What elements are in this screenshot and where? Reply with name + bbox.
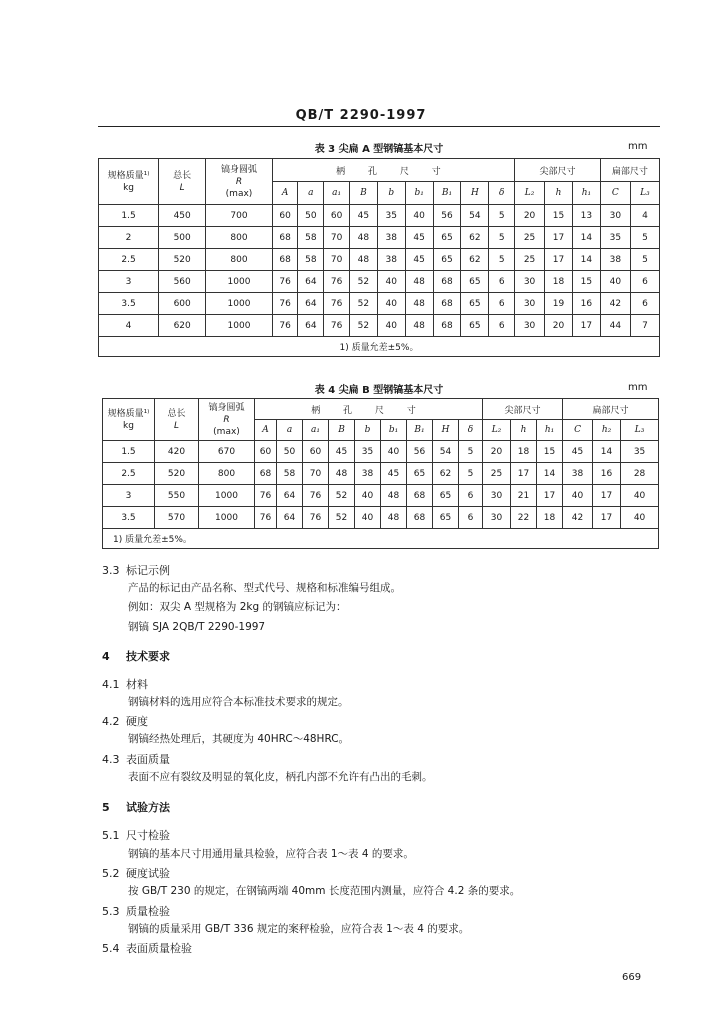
table-cell: 45 xyxy=(349,205,377,227)
table-cell: 17 xyxy=(593,507,621,529)
table-cell: 5 xyxy=(630,227,659,249)
table-cell: 18 xyxy=(511,441,537,463)
table-cell: 1000 xyxy=(206,315,272,337)
table-cell: 45 xyxy=(329,441,355,463)
table-cell: 670 xyxy=(199,441,255,463)
table-cell: 1.5 xyxy=(99,205,159,227)
table-cell: 6 xyxy=(489,271,515,293)
table3-caption: 表 3 尖扁 A 型钢镐基本尺寸 xyxy=(314,144,444,155)
table-cell: 76 xyxy=(303,507,329,529)
table-cell: 700 xyxy=(206,205,272,227)
table-cell: 45 xyxy=(405,227,433,249)
table-cell: 2.5 xyxy=(103,463,155,485)
table-cell: 5 xyxy=(459,463,483,485)
table-cell: 64 xyxy=(298,315,324,337)
table-cell: 7 xyxy=(630,315,659,337)
table-cell: 800 xyxy=(206,227,272,249)
table-cell: 42 xyxy=(600,293,630,315)
table4-row xyxy=(103,485,659,507)
table4-row xyxy=(103,507,659,529)
section-5-1-heading: 5.1 尺寸检验 xyxy=(102,829,170,842)
table-cell: 48 xyxy=(381,485,407,507)
table3-sub-L2: L₂ xyxy=(515,182,545,205)
table-cell: 30 xyxy=(483,507,511,529)
table4-arc-header: 镐身圆弧 R (max) xyxy=(199,399,255,441)
table-cell: 76 xyxy=(255,507,277,529)
table-cell: 5 xyxy=(489,249,515,271)
table-cell: 19 xyxy=(545,293,573,315)
table-cell: 30 xyxy=(600,205,630,227)
table-cell: 65 xyxy=(461,293,489,315)
table-cell: 65 xyxy=(407,463,433,485)
table-cell: 56 xyxy=(407,441,433,463)
table-cell: 45 xyxy=(381,463,407,485)
table-cell: 76 xyxy=(272,293,298,315)
table3-row xyxy=(99,205,660,227)
table-cell: 14 xyxy=(572,249,600,271)
table-cell: 68 xyxy=(433,293,461,315)
table-cell: 62 xyxy=(433,463,459,485)
table4-footnote-row xyxy=(103,529,659,549)
table-cell: 14 xyxy=(537,463,563,485)
table-cell: 68 xyxy=(433,271,461,293)
table4-sub-b1: b₁ xyxy=(381,420,407,441)
table3-sub-H: H xyxy=(461,182,489,205)
section-3-3-para-1: 产品的标记由产品名称、型式代号、规格和标准编号组成。 xyxy=(128,582,401,594)
table3-mass-header: 规格质量¹⁾ kg xyxy=(99,159,159,205)
table-cell: 40 xyxy=(621,485,659,507)
table-cell: 3.5 xyxy=(99,293,159,315)
table-cell: 50 xyxy=(298,205,324,227)
table-cell: 65 xyxy=(433,485,459,507)
table4 xyxy=(102,398,659,549)
table-cell: 76 xyxy=(324,315,350,337)
table-cell: 35 xyxy=(600,227,630,249)
table4-sub-B: B xyxy=(329,420,355,441)
section-3-3-para-2: 例如：双尖 A 型规格为 2kg 的钢镐应标记为： xyxy=(128,601,347,613)
table-cell: 4 xyxy=(99,315,159,337)
table-cell: 17 xyxy=(593,485,621,507)
table-cell: 5 xyxy=(489,227,515,249)
section-5-1-para: 钢镐的基本尺寸用通用量具检验，应符合表 1～表 4 的要求。 xyxy=(128,848,414,860)
table-cell: 2 xyxy=(99,227,159,249)
table3-sub-C: C xyxy=(600,182,630,205)
table3-sub-A: A xyxy=(272,182,298,205)
table-cell: 20 xyxy=(515,205,545,227)
table4-flat-header: 扁部尺寸 xyxy=(563,399,659,420)
table3-sub-L3: L₃ xyxy=(630,182,659,205)
table-cell: 58 xyxy=(298,249,324,271)
table-cell: 18 xyxy=(537,507,563,529)
table-cell: 25 xyxy=(483,463,511,485)
table-cell: 76 xyxy=(303,485,329,507)
table3-row xyxy=(99,271,660,293)
table3-sub-b1: b₁ xyxy=(405,182,433,205)
table-cell: 52 xyxy=(329,485,355,507)
section-3-3-para-3: 钢镐 SJA 2QB/T 2290-1997 xyxy=(128,621,266,633)
table-cell: 58 xyxy=(298,227,324,249)
table3-sub-h1: h₁ xyxy=(572,182,600,205)
table-cell: 5 xyxy=(489,205,515,227)
table-cell: 64 xyxy=(277,485,303,507)
table-cell: 6 xyxy=(459,485,483,507)
table-cell: 76 xyxy=(324,271,350,293)
table-cell: 68 xyxy=(272,249,298,271)
table4-caption: 表 4 尖扁 B 型钢镐基本尺寸 xyxy=(314,385,444,396)
table-cell: 54 xyxy=(461,205,489,227)
table-cell: 20 xyxy=(483,441,511,463)
section-5-3-para: 钢镐的质量采用 GB/T 336 规定的案秤检验，应符合表 1～表 4 的要求。 xyxy=(128,923,470,935)
table4-hole-header: 柄 孔 尺 寸 xyxy=(255,399,483,420)
table4-sub-h1: h₁ xyxy=(537,420,563,441)
table-cell: 1000 xyxy=(206,293,272,315)
table-cell: 48 xyxy=(349,249,377,271)
section-5-4-heading: 5.4 表面质量检验 xyxy=(102,942,192,955)
table-cell: 35 xyxy=(355,441,381,463)
table3-tip-header: 尖部尺寸 xyxy=(515,159,601,182)
table3 xyxy=(98,158,660,357)
table-cell: 4 xyxy=(630,205,659,227)
table-cell: 45 xyxy=(563,441,593,463)
table-cell: 76 xyxy=(272,271,298,293)
table3-hole-header: 柄 孔 尺 寸 xyxy=(272,159,514,182)
table-cell: 3 xyxy=(103,485,155,507)
table-cell: 30 xyxy=(515,271,545,293)
table-cell: 62 xyxy=(461,249,489,271)
table-cell: 5 xyxy=(630,249,659,271)
table-cell: 30 xyxy=(483,485,511,507)
section-5-heading: 5 试验方法 xyxy=(102,801,170,814)
table-cell: 15 xyxy=(545,205,573,227)
table-cell: 50 xyxy=(277,441,303,463)
table-cell: 64 xyxy=(298,271,324,293)
table4-footnote: 1) 质量允差±5%。 xyxy=(103,529,659,549)
section-4-3-para: 表面不应有裂纹及明显的氧化皮，柄孔内部不允许有凸出的毛刺。 xyxy=(128,771,433,783)
table-cell: 17 xyxy=(572,315,600,337)
table-cell: 54 xyxy=(433,441,459,463)
table-cell: 70 xyxy=(303,463,329,485)
table-cell: 56 xyxy=(433,205,461,227)
table3-sub-b: b xyxy=(377,182,405,205)
table-cell: 1.5 xyxy=(103,441,155,463)
table-cell: 6 xyxy=(459,507,483,529)
table-cell: 40 xyxy=(600,271,630,293)
table-cell: 620 xyxy=(159,315,206,337)
table-cell: 2.5 xyxy=(99,249,159,271)
table-cell: 68 xyxy=(272,227,298,249)
table-cell: 65 xyxy=(461,315,489,337)
table3-unit: mm xyxy=(628,141,648,152)
table-cell: 500 xyxy=(159,227,206,249)
table-cell: 40 xyxy=(355,485,381,507)
table-cell: 70 xyxy=(324,249,350,271)
table4-sub-H: H xyxy=(433,420,459,441)
table-cell: 22 xyxy=(511,507,537,529)
table-cell: 48 xyxy=(329,463,355,485)
table-cell: 65 xyxy=(433,227,461,249)
table-cell: 28 xyxy=(621,463,659,485)
table-cell: 68 xyxy=(255,463,277,485)
header-rule xyxy=(98,126,660,127)
table-cell: 6 xyxy=(630,271,659,293)
table3-sub-B1: B₁ xyxy=(433,182,461,205)
section-4-3-heading: 4.3 表面质量 xyxy=(102,753,170,766)
table-cell: 6 xyxy=(489,293,515,315)
table-cell: 1000 xyxy=(199,485,255,507)
table-cell: 550 xyxy=(155,485,199,507)
table4-mass-header: 规格质量¹⁾ kg xyxy=(103,399,155,441)
table-cell: 65 xyxy=(433,249,461,271)
table-cell: 60 xyxy=(255,441,277,463)
table-cell: 76 xyxy=(324,293,350,315)
table-cell: 20 xyxy=(545,315,573,337)
table4-sub-h: h xyxy=(511,420,537,441)
table-cell: 48 xyxy=(381,507,407,529)
section-4-2-heading: 4.2 硬度 xyxy=(102,715,148,728)
table-cell: 68 xyxy=(433,315,461,337)
table-cell: 3.5 xyxy=(103,507,155,529)
table4-sub-a1: a₁ xyxy=(303,420,329,441)
table-cell: 5 xyxy=(459,441,483,463)
table-cell: 48 xyxy=(349,227,377,249)
table-cell: 68 xyxy=(407,485,433,507)
table-cell: 14 xyxy=(572,227,600,249)
table4-header-row xyxy=(103,399,659,420)
table3-row xyxy=(99,315,660,337)
table4-sub-B1: B₁ xyxy=(407,420,433,441)
table3-sub-B: B xyxy=(349,182,377,205)
table-cell: 800 xyxy=(206,249,272,271)
section-4-2-para: 钢镐经热处理后，其硬度为 40HRC～48HRC。 xyxy=(128,733,350,745)
table-cell: 70 xyxy=(324,227,350,249)
table-cell: 30 xyxy=(515,293,545,315)
table-cell: 35 xyxy=(377,205,405,227)
table4-sub-a: a xyxy=(277,420,303,441)
table3-sub-delta: δ xyxy=(489,182,515,205)
running-header: QB/T 2290-1997 xyxy=(295,108,427,123)
table-cell: 40 xyxy=(377,315,405,337)
table-cell: 35 xyxy=(621,441,659,463)
table-cell: 1000 xyxy=(206,271,272,293)
table-cell: 76 xyxy=(255,485,277,507)
section-5-3-heading: 5.3 质量检验 xyxy=(102,905,170,918)
table-cell: 25 xyxy=(515,249,545,271)
table3-length-header: 总长 L xyxy=(159,159,206,205)
table4-sub-L3: L₃ xyxy=(621,420,659,441)
table3-footnote-row xyxy=(99,337,660,357)
table-cell: 45 xyxy=(405,249,433,271)
table-cell: 38 xyxy=(355,463,381,485)
table-cell: 38 xyxy=(600,249,630,271)
table4-sub-L2: L₂ xyxy=(483,420,511,441)
table3-sub-a: a xyxy=(298,182,324,205)
table4-sub-delta: δ xyxy=(459,420,483,441)
table-cell: 14 xyxy=(593,441,621,463)
section-4-heading: 4 技术要求 xyxy=(102,650,170,663)
table-cell: 62 xyxy=(461,227,489,249)
table3-row xyxy=(99,293,660,315)
table-cell: 17 xyxy=(511,463,537,485)
table-cell: 40 xyxy=(405,205,433,227)
table-cell: 52 xyxy=(349,271,377,293)
table-cell: 450 xyxy=(159,205,206,227)
table-cell: 52 xyxy=(349,315,377,337)
section-5-2-heading: 5.2 硬度试验 xyxy=(102,867,170,880)
table4-length-header: 总长 L xyxy=(155,399,199,441)
table-cell: 64 xyxy=(277,507,303,529)
table4-sub-h2: h₂ xyxy=(593,420,621,441)
table-cell: 17 xyxy=(537,485,563,507)
table4-unit: mm xyxy=(628,382,648,393)
table-cell: 560 xyxy=(159,271,206,293)
table-cell: 570 xyxy=(155,507,199,529)
table-cell: 42 xyxy=(563,507,593,529)
table-cell: 30 xyxy=(515,315,545,337)
table-cell: 58 xyxy=(277,463,303,485)
table3-footnote: 1) 质量允差±5%。 xyxy=(99,337,660,357)
table-cell: 800 xyxy=(199,463,255,485)
table4-sub-b: b xyxy=(355,420,381,441)
table-cell: 16 xyxy=(593,463,621,485)
section-3-3-heading: 3.3 标记示例 xyxy=(102,564,170,577)
table-cell: 52 xyxy=(349,293,377,315)
table3-row xyxy=(99,249,660,271)
table-cell: 6 xyxy=(489,315,515,337)
table-cell: 38 xyxy=(377,227,405,249)
table-cell: 16 xyxy=(572,293,600,315)
table-cell: 48 xyxy=(405,315,433,337)
table-cell: 40 xyxy=(377,293,405,315)
table-cell: 40 xyxy=(355,507,381,529)
table-cell: 1000 xyxy=(199,507,255,529)
table4-sub-C: C xyxy=(563,420,593,441)
table4-row xyxy=(103,463,659,485)
table-cell: 65 xyxy=(433,507,459,529)
table-cell: 15 xyxy=(572,271,600,293)
section-4-1-para: 钢镐材料的选用应符合本标准技术要求的规定。 xyxy=(128,696,349,708)
table-cell: 520 xyxy=(159,249,206,271)
table3-sub-h: h xyxy=(545,182,573,205)
table-cell: 38 xyxy=(563,463,593,485)
table-cell: 48 xyxy=(405,293,433,315)
table-cell: 17 xyxy=(545,227,573,249)
table-cell: 420 xyxy=(155,441,199,463)
table-cell: 40 xyxy=(377,271,405,293)
table-cell: 600 xyxy=(159,293,206,315)
section-4-1-heading: 4.1 材料 xyxy=(102,678,148,691)
table-cell: 18 xyxy=(545,271,573,293)
table-cell: 21 xyxy=(511,485,537,507)
table-cell: 15 xyxy=(537,441,563,463)
table4-sub-A: A xyxy=(255,420,277,441)
table-cell: 68 xyxy=(407,507,433,529)
table-cell: 44 xyxy=(600,315,630,337)
section-5-2-para: 按 GB/T 230 的规定，在钢镐两端 40mm 长度范围内测量，应符合 4.2 条的要求。 xyxy=(128,885,521,897)
table-cell: 64 xyxy=(298,293,324,315)
table-cell: 3 xyxy=(99,271,159,293)
page-number: 669 xyxy=(622,972,642,983)
table-cell: 40 xyxy=(563,485,593,507)
table-cell: 60 xyxy=(272,205,298,227)
table-cell: 40 xyxy=(381,441,407,463)
table3-flat-header: 扁部尺寸 xyxy=(600,159,659,182)
table-cell: 6 xyxy=(630,293,659,315)
table3-sub-a1: a₁ xyxy=(324,182,350,205)
table-cell: 17 xyxy=(545,249,573,271)
table4-row xyxy=(103,441,659,463)
table-cell: 76 xyxy=(272,315,298,337)
table3-row xyxy=(99,227,660,249)
table-cell: 520 xyxy=(155,463,199,485)
table-cell: 25 xyxy=(515,227,545,249)
table3-header-row xyxy=(99,159,660,182)
table-cell: 60 xyxy=(303,441,329,463)
table4-tip-header: 尖部尺寸 xyxy=(483,399,563,420)
table3-arc-header: 镐身圆弧 R (max) xyxy=(206,159,272,205)
table-cell: 65 xyxy=(461,271,489,293)
table-cell: 13 xyxy=(572,205,600,227)
table-cell: 38 xyxy=(377,249,405,271)
table-cell: 48 xyxy=(405,271,433,293)
table-cell: 40 xyxy=(621,507,659,529)
table-cell: 60 xyxy=(324,205,350,227)
table-cell: 52 xyxy=(329,507,355,529)
